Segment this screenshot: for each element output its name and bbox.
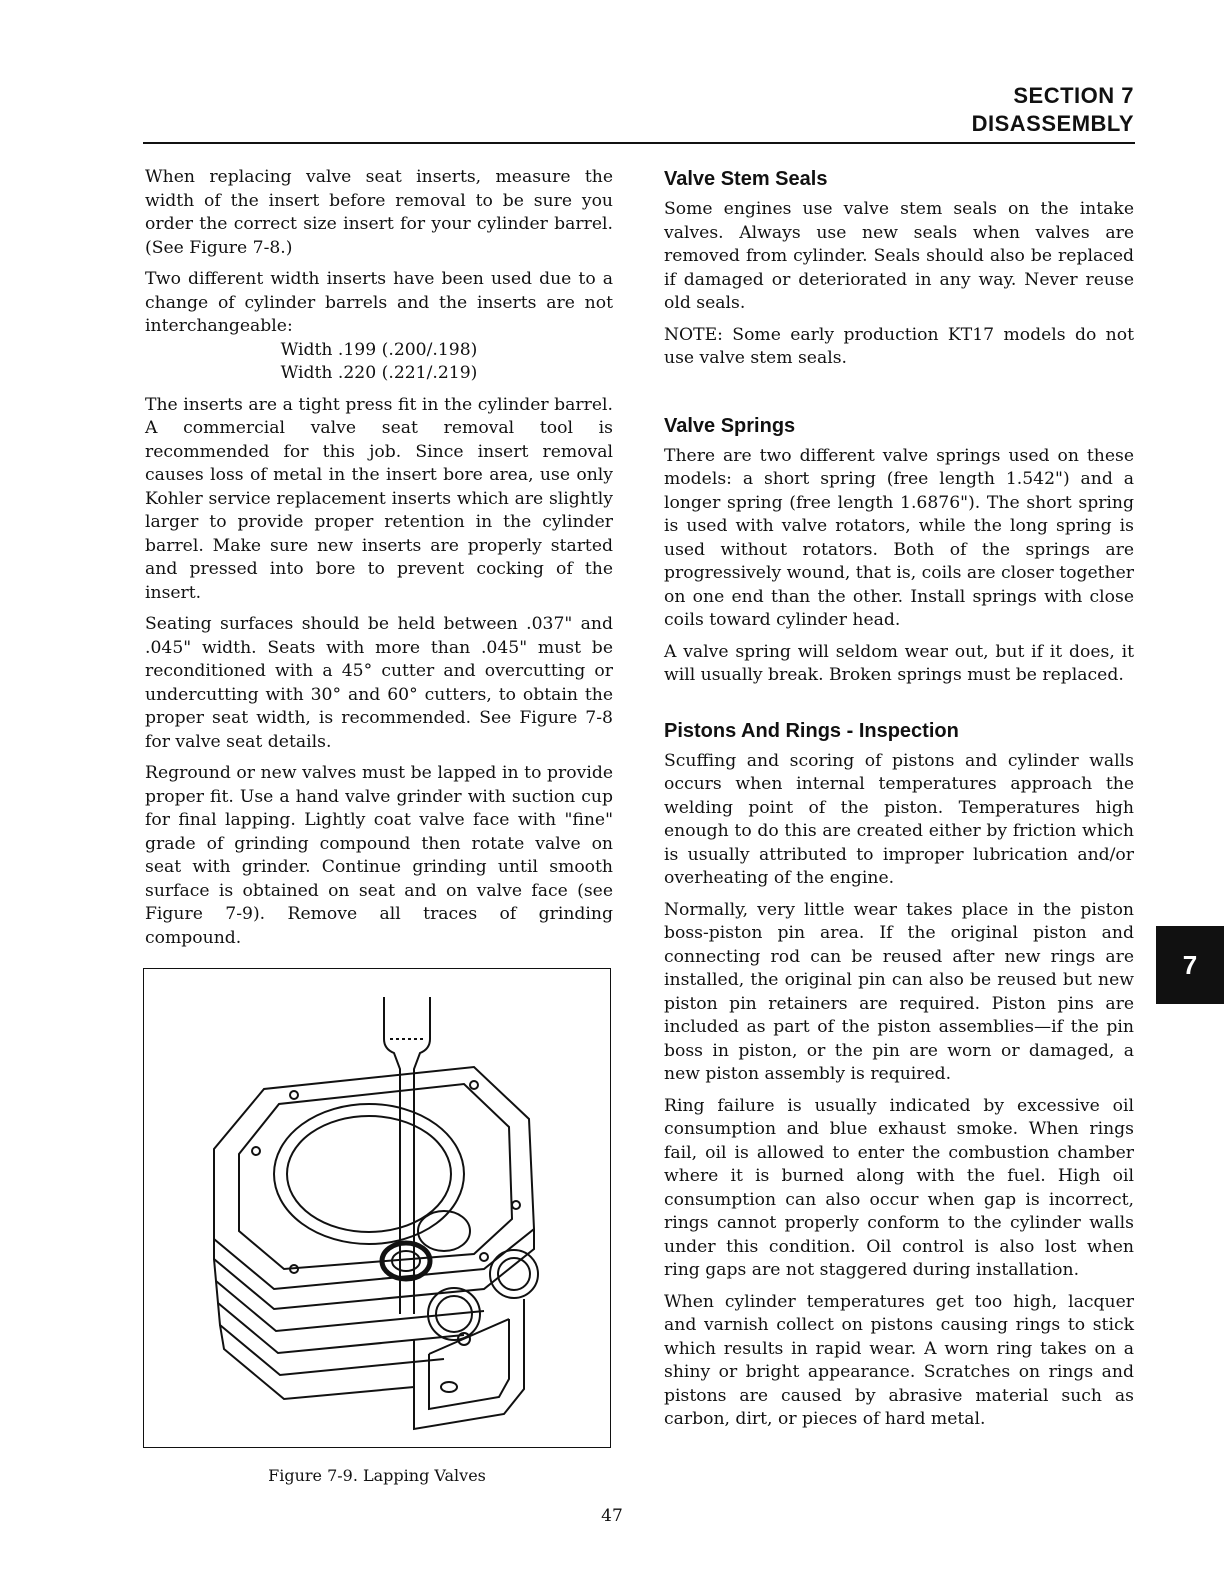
paragraph: When replacing valve seat inserts, measure the width of the insert before removal to be sure you order the correct size insert for your cylinder barrel. (See Figure 7-8.)	[145, 167, 613, 258]
section-header	[972, 82, 1134, 138]
paragraph: The inserts are a tight press fit in the cylinder barrel. A commercial valve seat removal tool is recommended for this job. Since insert removal causes loss of metal in the insert bore area, use only Kohler service replacement inserts which are slightly larger to provide proper retention in the cylinder barrel. Make sure new inserts are properly started and pressed into bore to prevent cocking of the insert.	[145, 394, 613, 603]
cylinder-lapping-illustration	[144, 969, 609, 1446]
section-tab: 7	[1156, 926, 1224, 1004]
paragraph: Normally, very little wear takes place in the piston boss-piston pin area. If the original piston and connecting rod can be reused after new rings are installed, the original pin can also be reused but new piston pin retainers are required. Piston pins are included as part of the piston assemblies—if the pin boss in piston, or the pin are worn or damaged, a new piston assembly is required.	[664, 899, 1134, 1084]
paragraph: A valve spring will seldom wear out, but if it does, it will usually break. Broken springs must be replaced.	[664, 641, 1134, 685]
heading-valve-springs: Valve Springs	[664, 414, 796, 437]
section-number: SECTION 7	[1013, 83, 1134, 108]
page-number: 47	[601, 1506, 623, 1526]
paragraph: Scuffing and scoring of pistons and cylinder walls occurs when internal temperatures approach the welding point of the piston. Temperatures high enough to do this are created either by friction which is usually attributed to improper lubrication and/or overheating of the engine.	[664, 750, 1134, 888]
section-title: DISASSEMBLY	[971, 111, 1134, 136]
paragraph: Ring failure is usually indicated by excessive oil consumption and blue exhaust smoke. When rings fail, oil is allowed to enter the combustion chamber where it is burned along with the fuel. High oil consumption can also occur when gap is incorrect, rings cannot properly conform to the cylinder walls under this condition. Oil control is also lost when ring gaps are not staggered during installation.	[664, 1095, 1134, 1280]
left-column	[145, 166, 613, 958]
paragraph: There are two different valve springs used on these models: a short spring (free length 1.542") and a longer spring (free length 1.6876"). The short spring is used with valve rotators, while the long spring is used without rotators. Both of the springs are progressively wound, that is, coils are closer together on one end than the other. Install springs with close coils toward cylinder head.	[664, 445, 1134, 630]
heading-pistons-rings: Pistons And Rings - Inspection	[664, 719, 959, 742]
figure-caption: Figure 7-9. Lapping Valves	[268, 1466, 486, 1485]
right-column	[664, 166, 1134, 1440]
heading-valve-stem-seals: Valve Stem Seals	[664, 168, 828, 190]
width-spec-1: Width .199 (.200/.198)	[280, 339, 478, 360]
paragraph: Two different width inserts have been used due to a change of cylinder barrels and the inserts are not interchangeable:	[145, 269, 613, 336]
note: NOTE: Some early production KT17 models do not use valve stem seals.	[664, 324, 1134, 368]
figure-lapping-valves	[143, 968, 611, 1448]
width-spec-2: Width .220 (.221/.219)	[280, 363, 478, 383]
header-rule	[143, 142, 1135, 144]
paragraph: Seating surfaces should be held between .037" and .045" width. Seats with more than .045" must be reconditioned with a 45° cutter and overcutting or undercutting with 30° and 60° cutters, to obtain the proper seat width, is recommended. See Figure 7-8 for valve seat details.	[145, 614, 613, 752]
paragraph: When cylinder temperatures get too high, lacquer and varnish collect on pistons causing rings to stick which results in rapid wear. A worn ring takes on a shiny or bright appearance. Scratches on rings and pistons are caused by abrasive material such as carbon, dirt, or pieces of hard metal.	[664, 1291, 1134, 1429]
paragraph: Some engines use valve stem seals on the intake valves. Always use new seals when valves are removed from cylinder. Seals should also be replaced if damaged or deteriorated in any way. Never reuse old seals.	[664, 199, 1134, 313]
paragraph: Reground or new valves must be lapped in to provide proper fit. Use a hand valve grinder with suction cup for final lapping. Lightly coat valve face with "fine" grade of grinding compound then rotate valve on seat with grinder. Continue grinding until smooth surface is obtained on seat and on valve face (see Figure 7-9). Remove all traces of grinding compound.	[145, 763, 613, 948]
